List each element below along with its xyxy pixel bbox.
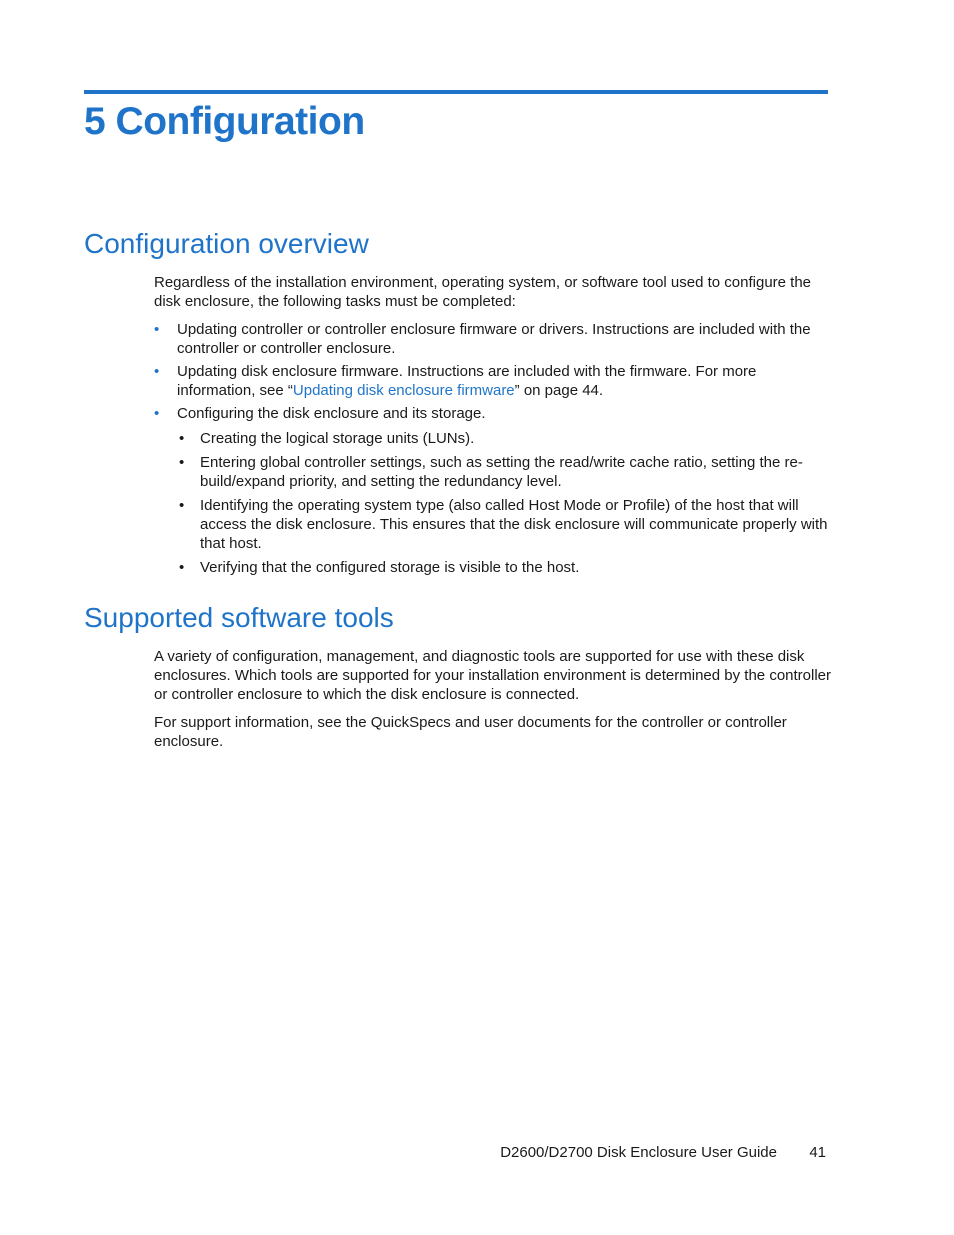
tools-paragraph: A variety of configuration, management, and diagnostic tools are supported for use with these disk enclosures. Which tools are supported for your installation environment is determined by the controller or controller enclosure to which the disk enclosure is connected. xyxy=(154,648,832,703)
overview-body xyxy=(154,273,832,582)
firmware-update-link[interactable]: Updating disk enclosure firmware xyxy=(292,382,515,399)
subtask-item: • Verifying that the configured storage is visible to the host. xyxy=(177,558,832,577)
subtask-item: • Identifying the operating system type (also called Host Mode or Profile) of the host that will access the disk enclosure. This ensures that the disk enclosure will communicate properly with that host. xyxy=(177,496,832,553)
task-item xyxy=(154,320,832,358)
task-list xyxy=(154,320,832,577)
section-heading-tools: Supported software tools xyxy=(84,602,394,633)
chapter-rule xyxy=(84,90,828,94)
section-heading-overview: Configuration overview xyxy=(84,228,369,259)
subtask-list xyxy=(177,429,832,577)
task-item-text: Updating controller or controller enclosure firmware or drivers. Instructions are included with the controller or controller enclosure. xyxy=(177,321,811,357)
task-item xyxy=(154,362,832,400)
task-item-text: Configuring the disk enclosure and its storage. xyxy=(177,405,486,422)
task-item-text-after: ” on page 44. xyxy=(514,382,604,399)
footer-doc-title: D2600/D2700 Disk Enclosure User Guide xyxy=(500,1144,777,1161)
subtask-item: • Creating the logical storage units (LUNs). xyxy=(177,429,832,448)
task-item-text-before: Updating disk enclosure firmware. Instructions are included with the firmware. For more information, see “ xyxy=(177,363,757,399)
subtask-item: • Entering global controller settings, such as setting the read/write cache ratio, setting the re-build/expand priority, and setting the redundancy level. xyxy=(177,453,832,491)
overview-intro: Regardless of the installation environment, operating system, or software tool used to configure the disk enclosure, the following tasks must be completed: xyxy=(154,274,812,310)
task-item xyxy=(154,404,832,577)
tools-paragraph: For support information, see the QuickSpecs and user documents for the controller or controller enclosure. xyxy=(154,714,787,750)
tools-body xyxy=(154,647,832,760)
chapter-title: 5 Configuration xyxy=(84,100,365,143)
footer-page-number: 41 xyxy=(809,1144,826,1161)
